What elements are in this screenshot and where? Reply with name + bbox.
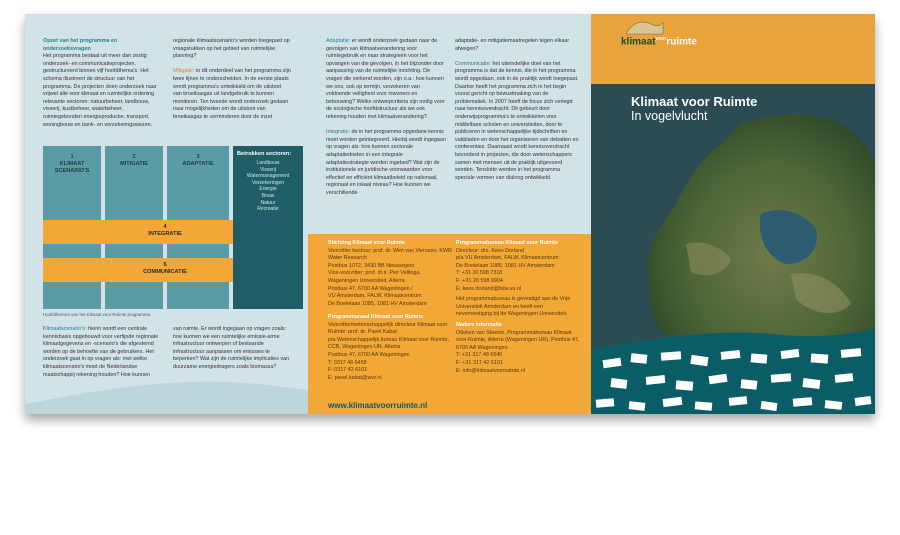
sector-item: Verzekeringen [252,179,284,186]
logo [621,36,697,47]
comm-lead: Communicatie: [455,60,491,67]
adaptatie-lead: Adaptatie: [326,38,351,44]
sector-item: Visserij [259,166,277,173]
sectors-title: Betrokken sectoren: [237,151,292,157]
nader-block [456,322,580,375]
sector-item: Energie [259,186,277,193]
sector-item: Recreatie [257,206,279,213]
diagram-row-communicatie: 5 COMMUNICATIE [43,258,287,282]
stichting-title: Stichting Klimaat voor Ruimte [328,240,405,246]
intro-heading: Opzet van het programma en onderzoeksvragen [43,38,118,52]
website-link[interactable]: www.klimaatvoorruimte.nl [328,401,428,410]
raad-body: Voorzitter/wetenschappelijk directeur Klimaat voor Ruimte: prof. dr. Pavel Kabat p/a Wetenschappelijk bureau Klimaat voor Ruimte, CCB, Wageningen UR, Alterra Postbus 47, 6700 AA Wageningen T: 0317 48 6458 F: 0317 42 6101 E: pavel.kabat@wur.nl [328,321,449,381]
diagram-row-integratie: 4 INTEGRATIE [43,220,287,244]
integratie-body: de in het programma opgedane kennis moet worden geïntegreerd. Hierbij wordt ingegaan op vragen als: hoe kunnen sectorale adaptatiedoelen in een integrale adaptatiestrategie worden ingebed? Wat zijn de institutionele en juridische voorwaarden voor effectief en efficiënt klimaatbeleid op nationaal, regionaal en lokaal niveau? Hoe kunnen we verschillende [326,129,446,196]
mitigatie-lead: Mitigatie: [173,68,195,75]
left-col2-top: regionale klimaatscenario's worden toegepast op vraagstukken op het gebied van ruimtelijke planning? [173,38,290,60]
bureau-note: Het programmabureau is gevestigd aan de Vrije Universiteit Amsterdam en heeft een nevenvestiging bij de Wageningen Universiteit. [456,296,571,318]
sector-item: Natuur [260,199,276,206]
communicatie-block [455,38,579,182]
logo-ruimte: ruimte [666,36,697,48]
diagram-col1-label: 1 KLIMAAT SCENARIO'S [54,154,90,174]
integratie-lead: Integratie: [326,129,350,136]
ks-lead: Klimaatscenario's: [43,326,87,332]
intro-body: Het programma bestaat uit meer dan zestig onderzoek- en communicatieprojecten, gestructureerd binnen vijf hoofdthema's. Het schema illustreert de structuur van het programma. De projecten doen onderzoek naar vrijwel alle voor klimaat en ruimtelijke ordening relevante sectoren: natuurbeheer, landbouw, visserij, kustbeheer, waterbeheer, ruimtegebonden energieproductie, transport, woningbouw en bank- en verzekeringswezen. [43,53,157,128]
bureau-title: Programmabureau Klimaat voor Ruimte [456,240,558,246]
nader-body: Ottelien van Steenis, Programmabureau Klimaat voor Ruimte, Alterra (Wageningen UR), Postbus 47, 6700 AA Wageningen T: +31 317 48 6540 F: +31 317 42 6101 E: info@klimaatvoorruimte.nl [456,329,580,374]
structure-diagram [43,146,293,309]
left-col2 [173,38,291,122]
left-bottom-col2-text: van ruimte. Er wordt ingegaan op vragen zoals: hoe kunnen we een ruimtelijke emissie-arme infrastructuur ontwerpen of bestaande infrastructuur aanpassen om emissies te beperken? Wat zijn de ruimtelijke implicaties van duurzame energiedragers zoals biomassa? [173,326,290,370]
sector-item: Bouw [261,192,275,199]
cover-header-band [591,14,875,84]
stichting-body: Voorzitter bestuur: prof. dr. Wim van Vierssen, KWR Water Research Postbus 1072, 3430 BB Nieuwegein Vice-voorzitter: prof. dr.ir. Pier Vellinga, Wageningen Universiteit, Alterra Postbus 47, 6700 AA Wageningen / VU Amsterdam, FALW, Klimaatcentrum De Boelelaan 1085, 1081 HV Amsterdam [328,247,452,307]
cover-title: Klimaat voor Ruimte [631,94,758,109]
diagram-caption: Hoofdthema's van het Klimaat voor Ruimte programma [43,312,150,317]
diagram-sectors [233,146,303,309]
sector-item: Watermanagement [246,173,290,180]
logo-klimaat: klimaat [621,36,656,48]
logo-voor: voor [655,36,667,42]
contact-block [308,234,591,414]
middle-col2-top: adaptatie- en mitigatiemaatregelen tegen elkaar afwegen? [455,38,570,52]
cover-title-block [631,94,757,123]
adaptatie-block [326,38,446,197]
bureau-block [456,240,580,293]
adaptatie-body: er wordt onderzoek gedaan naar de gevolgen van klimaatverandering voor ruimtegebruik en naar strategieën voor het opvangen van die gevolgen, in het bijzonder door aanpassing van de ruimtelijke inrichting. De vragen die verkend worden, zijn o.a.: hoe kunnen we ons, ook op termijn, verzekeren van voldoende veiligheid voor inwoners en bebouwing? Welke ontwerpcriteria zijn nodig voor de ecologische hoofdstructuur als we ook rekening houden met klimaatverandering? [326,38,445,120]
raad-block [328,314,452,382]
ks-body: hierin wordt een centrale kennisbasis opgebouwd voor verfijnde regionale klimaatgegevens en -scenario's die afgestemd worden op de behoefte van de gebruikers. Het onderzoek gaat in op vragen als: met welke klimaatscenario's moet de Nederlandse maatschappij rekening houden? Hoe kunnen [43,326,159,378]
cover-subtitle: In vogelvlucht [631,109,708,123]
sector-item: Landbouw [256,160,280,166]
bureau-body: Directeur: drs. Kees Dorland p/a VU Amsterdam, FALW, Klimaatcentrum De Boelelaan 1085, 1081 HV Amsterdam T: +31 20 598 7318 F: +31 20 598 9904 E: kees.dorland@falw.vu.nl [456,247,559,292]
nader-title: Nadere informatie [456,322,502,328]
intro-block [43,38,163,129]
logo-mark-icon [625,18,665,38]
brochure [25,14,875,414]
raad-title: Programmaraad Klimaat voor Ruimte [328,314,424,320]
diagram-col2-label: 2 MITIGATIE [120,154,148,167]
stichting-block [328,240,452,308]
diagram-col3-label: 3 ADAPTATIE [182,154,214,167]
comm-body: het uiteindelijke doel van het programma is dat de kennis, die in het programma wordt opgedaan, ook in de praktijk wordt toegepast. Daartoe heeft het programma zich in het begin vooral gericht op bewustmaking van de problematiek. In 2007 heeft de focus zich verlegd naar kennisoverdracht. Dit gebeurt door onderwijsprogramma's te ontwikkelen voor middelbare scholen en universiteiten, door te publiceren in wetenschappelijke tijdschriften en vakbladen en door het organiseren van debatten en conferenties. Daarnaast wordt kennisoverdracht bevorderd in projecten, die door wetenschappers samen met mensen uit de praktijk uitgevoerd worden. Tenslotte worden in het programma speciale vormen van dialoog ontwikkeld. [455,60,579,181]
panel-cover [591,14,875,414]
mitigatie-body: in dit onderdeel van het programma zijn twee lijnen te onderscheiden. In de eerste plaats wordt programma's ontwikkeld om de uitstoot van broeikasgas uit landgebruik te kunnen monitoren. Ten tweede wordt onderzoek gedaan naar mogelijkheden om de uitstoot van broeikasgas te verminderen door de inzet [173,68,291,120]
